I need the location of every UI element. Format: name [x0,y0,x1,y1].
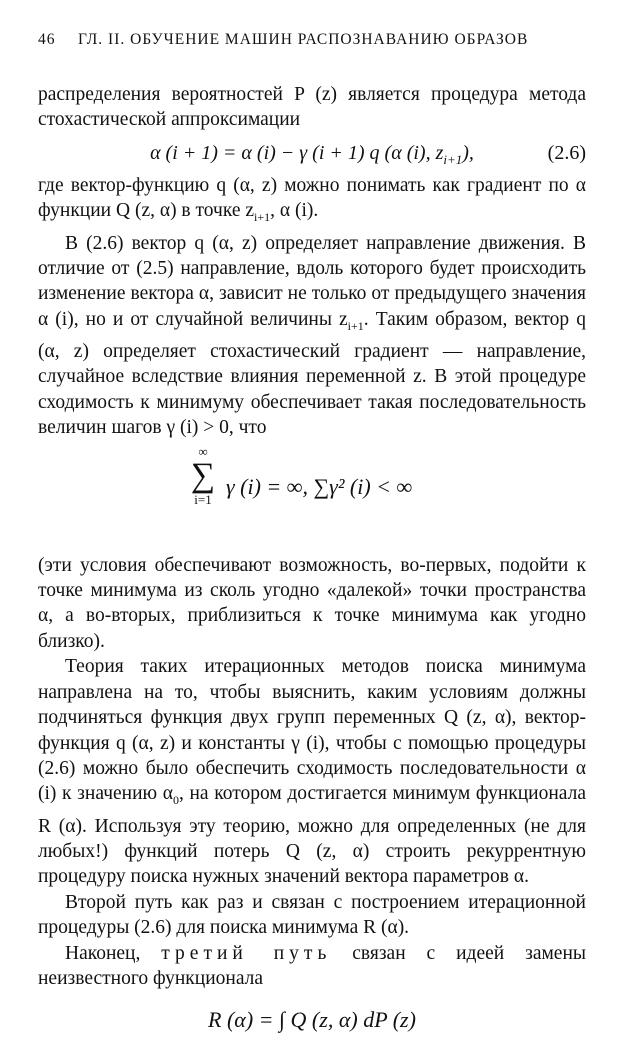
page-number: 46 [38,31,56,48]
sum-upper-limit: ∞ [198,443,208,459]
running-title: ГЛ. II. ОБУЧЕНИЕ МАШИН РАСПОЗНАВАНИЮ ОБРАЗОВ [78,31,529,48]
p3-sub: i+1 [347,318,364,333]
paragraph-5 [38,654,586,890]
p3-text-a: В (2.6) вектор q (α, z) определяет направление движения. В отличие от (2.5) направление, вдоль которого будет происходить изменение вектора α, зависит не только от предыдущего значения α (i), но и от случайной величины z [38,232,586,330]
p7-spaced-emphasis: третий путь [161,942,332,964]
eq-formula-main: α (i + 1) = α (i) − γ (i + 1) q (α (i), z [150,141,444,164]
paragraph-3 [38,231,586,441]
equation-functional [38,991,586,1051]
functional-formula: R (α) = ∫ Q (z, α) dP (z) [208,1007,416,1033]
paragraph-4: (эти условия обеспечивают возможность, во-первых, подойти к точке минимума из сколь угодно «далекой» точки пространства α, а во-вторых, приблизиться к точке минимума как угодно близко). [38,554,586,652]
paragraph-6: Второй путь как раз и связан с построением итерационной процедуры (2.6) для поиска минимума R (α). [38,891,586,939]
sigma-symbol: ∑ [190,456,216,494]
p3-text-b: . Таким образом, вектор q (α, z) определяет стохастический градиент — направление, случайное вследствие влияния переменной z. В этой процедуре сходимость к минимуму обеспечивает такая последовательность величин шагов γ (i) > 0, что [38,308,586,439]
equation-number: (2.6) [547,141,586,164]
p2-sub: i+1 [254,210,271,225]
summation-sign [183,445,223,507]
p2-text-b: , α (i). [270,200,319,222]
paragraph-7 [38,941,586,992]
p2-text-a: где вектор-функцию q (α, z) можно понимать как градиент по α функции Q (z, α) в точке z [38,174,586,222]
equation-2-6 [38,133,586,173]
equation-sum-conditions [38,441,586,553]
equation-2-6-formula [38,141,586,172]
sum-condition-formula: γ (i) = ∞, ∑γ² (i) < ∞ [226,473,413,499]
eq-formula-tail: ), [462,141,474,164]
sum-lower-limit: i=1 [194,491,212,507]
paragraph-1: распределения вероятностей P (z) является процедура метода стохастической аппроксимации [38,84,586,131]
p5-sub: 0 [172,793,179,808]
body-text [38,82,586,1051]
p7-text-a: Наконец, [65,942,141,964]
paragraph-2 [38,173,586,231]
eq-formula-sub: i+1 [443,151,463,167]
p7-text-b: связан с идеей замены неизвестного функционала [38,942,586,990]
p5-text-a: Теория таких итерационных методов поиска минимума направлена на то, чтобы выяснить, каким условиям должны подчиняться функция двух групп переменных Q (z, α), вектор-функция q (α, z) и константы γ (i), чтобы с помощью процедуры (2.6) можно было обеспечить сходимость последовательности α (i) к значению α [38,656,586,805]
p5-text-b: , на котором достигается минимум функционала R (α). Используя эту теорию, можно для определенных (не для любых!) функций потерь Q (z, α) строить рекуррентную процедуру поиска нужных значений вектора параметров α. [38,783,586,888]
running-header [38,31,598,49]
